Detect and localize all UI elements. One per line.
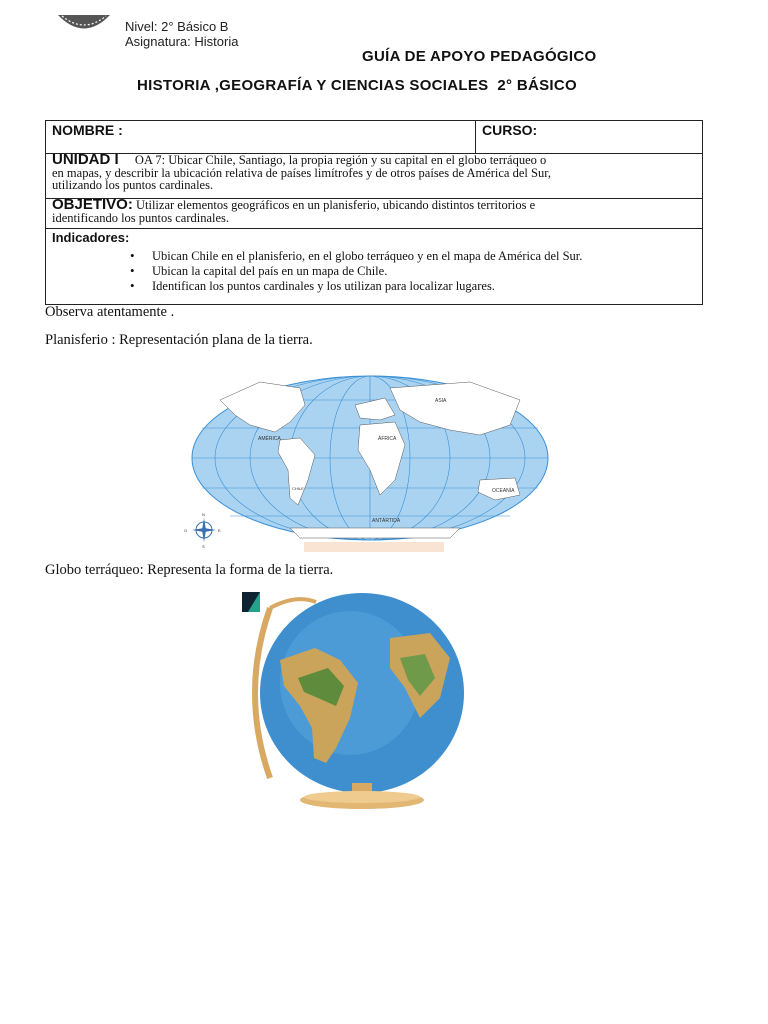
nombre-field[interactable]: NOMBRE : [46, 121, 476, 153]
name-course-row [46, 121, 702, 154]
globo-text: Globo terráqueo: Representa la forma de la tierra. [45, 562, 334, 578]
nivel-text: Nivel: 2° Básico B [125, 19, 229, 34]
observa-text: Observa atentamente . [45, 304, 175, 320]
indicadores-label: Indicadores: [52, 230, 130, 245]
indicador-item: • Ubican la capital del país en un mapa de Chile. [122, 264, 696, 279]
objetivo-label: OBJETIVO: [52, 196, 133, 213]
map-label-chile: CHILE [292, 486, 304, 491]
objetivo-text-line1: Utilizar elementos geográficos en un planisferio, ubicando distintos territorios e [135, 198, 536, 212]
map-label-africa: ÁFRICA [378, 436, 397, 442]
map-label-asia: ASIA [435, 398, 447, 404]
compass-e: E [218, 528, 221, 533]
indicadores-list [122, 249, 696, 294]
indicadores-row [46, 229, 702, 304]
map-label-oceania: OCEANÍA [492, 488, 515, 494]
unidad-text-line3: utilizando los puntos cardinales. [52, 178, 214, 192]
objetivo-text-line2: identificando los puntos cardinales. [52, 210, 230, 225]
unidad-text-line1: OA 7: Ubicar Chile, Santiago, la propia región y su capital en el globo terráqueo o [134, 153, 547, 167]
school-logo [56, 12, 112, 36]
school-info [125, 19, 238, 49]
indicador-item: • Identifican los puntos cardinales y los utilizan para localizar lugares. [122, 279, 696, 294]
guide-title: GUÍA DE APOYO PEDAGÓGICO [362, 48, 597, 65]
asignatura-text: Asignatura: Historia [125, 34, 239, 49]
compass-o: O [184, 528, 188, 533]
planisferio-text: Planisferio : Representación plana de la tierra. [45, 332, 313, 348]
indicador-item: • Ubican Chile en el planisferio, en el globo terráqueo y en el mapa de América del Sur. [122, 249, 696, 264]
subject-title: HISTORIA ,GEOGRAFÍA Y CIENCIAS SOCIALES 2° BÁSICO [137, 77, 577, 94]
objetivo-row [46, 196, 702, 229]
compass-n: N [202, 512, 205, 517]
globe-image [240, 588, 470, 812]
map-label-antartida: ANTÁRTIDA [372, 518, 401, 524]
unidad-row [46, 151, 702, 199]
compass-s: S [202, 544, 205, 549]
world-map-image [180, 360, 515, 552]
map-label-america: AMÉRICA [258, 436, 281, 442]
curso-field[interactable]: CURSO: [482, 122, 538, 138]
unidad-label: UNIDAD I [52, 151, 119, 168]
unidad-text-line2: en mapas, y describir la ubicación relativa de países limítrofes y de otros países de América del Sur, [52, 165, 551, 180]
info-table [45, 120, 703, 305]
